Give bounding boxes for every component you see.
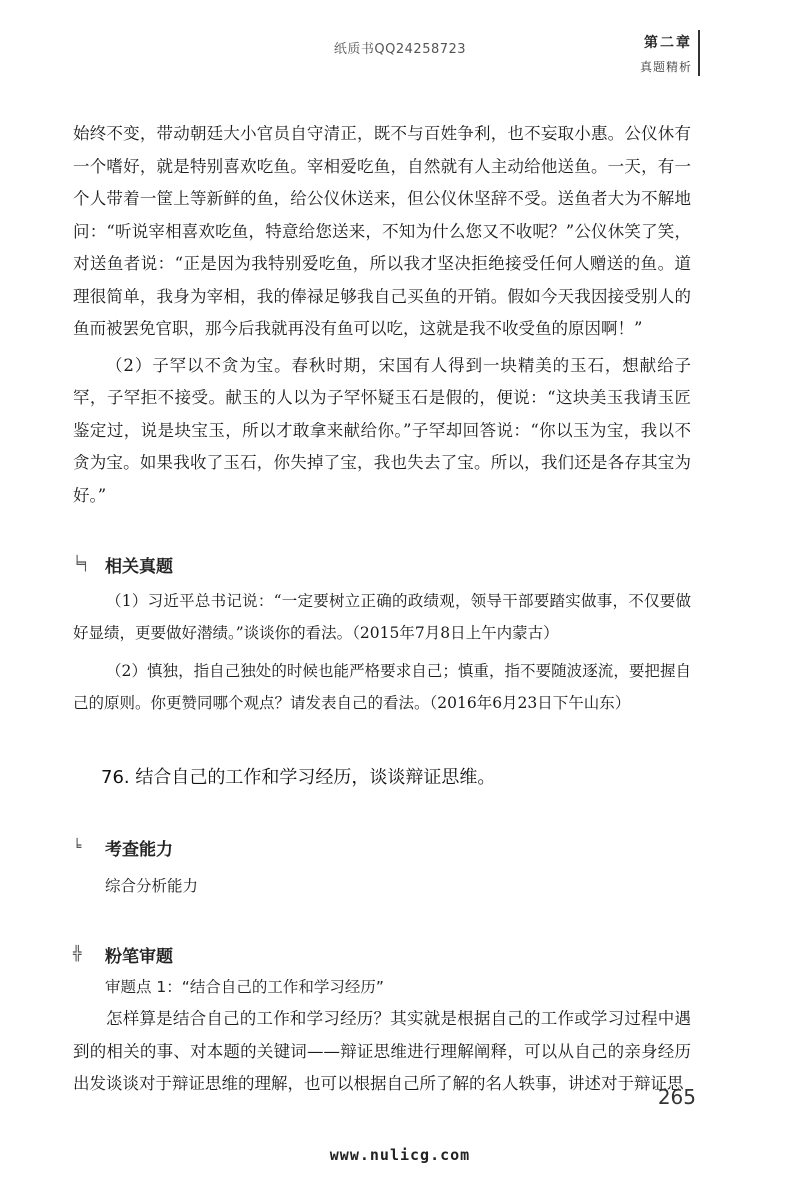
question-title: 76. 结合自己的工作和学习经历，谈谈辩证思维。 bbox=[101, 767, 496, 788]
analysis-paragraph: 怎样算是结合自己的工作和学习经历？其实就是根据自己的工作或学习过程中遇到的相关的事、对本题的关键词——辩证思维进行理解阐释，可以从自己的亲身经历出发谈谈对于辩证思维的理解，也可以根据自己所了解的名人轶事，讲述对于辩证思 bbox=[73, 1009, 691, 1093]
ability-text: 综合分析能力 bbox=[105, 877, 199, 895]
ability-heading-label: 考查能力 bbox=[105, 840, 173, 860]
chapter-subtitle: 真题精析 bbox=[639, 60, 692, 74]
section-marker-icon: ╬ bbox=[73, 945, 82, 962]
section-marker-icon: ╘╕ bbox=[73, 555, 90, 572]
ability-heading bbox=[73, 835, 691, 860]
section-marker-icon: ╘ bbox=[73, 838, 82, 855]
chapter-header bbox=[640, 32, 692, 75]
analysis-heading-label: 粉笔审题 bbox=[105, 947, 173, 967]
related-item-1: （1）习近平总书记说：“一定要树立正确的政绩观，领导干部要踏实做事，不仅要做好显绩，更要做好潜绩。”谈谈你的看法。（2015年7月8日上午内蒙古） bbox=[73, 592, 691, 642]
analysis-point-label: 审题点 1：“结合自己的工作和学习经历” bbox=[105, 978, 384, 996]
page-content bbox=[73, 118, 691, 1101]
header-divider bbox=[698, 30, 700, 76]
chapter-title: 第二章 bbox=[644, 35, 692, 51]
header-source: 纸质书QQ24258723 bbox=[333, 42, 467, 57]
body-paragraph-1: 始终不变，带动朝廷大小官员自守清正，既不与百姓争利，也不妄取小惠。公仪休有一个嗜好，就是特别喜欢吃鱼。宰相爱吃鱼，自然就有人主动给他送鱼。一天，有一个人带着一筐上等新鲜的鱼，给公仪休送来，但公仪休坚辞不受。送鱼者大为不解地问：“听说宰相喜欢吃鱼，特意给您送来，不知为什么您又不收呢？”公仪休笑了笑，对送鱼者说：“正是因为我特别爱吃鱼，所以我才坚决拒绝接受任何人赠送的鱼。道理很简单，我身为宰相，我的俸禄足够我自己买鱼的开销。假如今天我因接受别人的鱼而被罢免官职，那今后我就再没有鱼可以吃，这就是我不收受鱼的原因啊！” bbox=[73, 124, 691, 338]
related-heading bbox=[73, 552, 691, 577]
body-paragraph-2: （2）子罕以不贪为宝。春秋时期，宋国有人得到一块精美的玉石，想献给子罕，子罕拒不接受。献玉的人以为子罕怀疑玉石是假的，便说：“这块美玉我请玉匠鉴定过，说是块宝玉，所以才敢拿来献给你。”子罕却回答说：“你以玉为宝，我以不贪为宝。如果我收了玉石，你失掉了宝，我也失去了宝。所以，我们还是各存其宝为好。” bbox=[73, 355, 691, 505]
page-number: 265 bbox=[657, 1085, 696, 1109]
related-heading-label: 相关真题 bbox=[105, 557, 173, 577]
related-item-2: （2）慎独，指自己独处的时候也能严格要求自己；慎重，指不要随波逐流，要把握自己的原则。你更赞同哪个观点？请发表自己的看法。（2016年6月23日下午山东） bbox=[73, 662, 691, 712]
analysis-heading bbox=[73, 942, 691, 967]
footer-url: www.nulicg.com bbox=[329, 1146, 471, 1164]
